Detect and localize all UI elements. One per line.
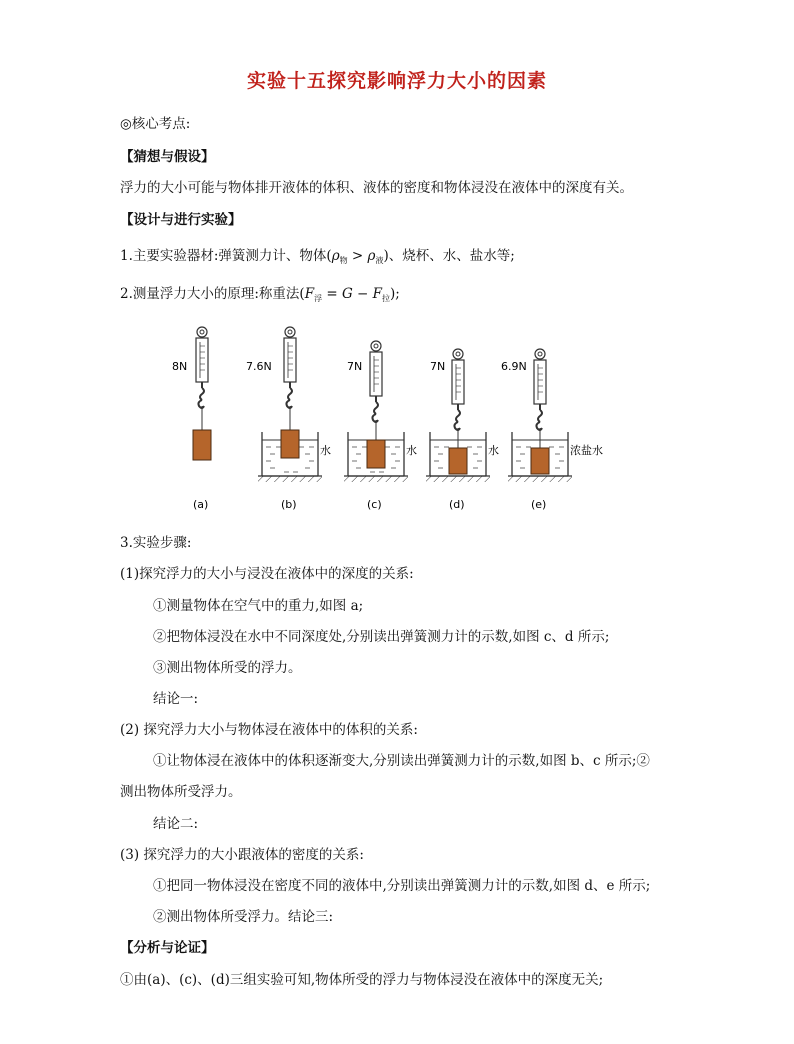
rho-liquid-subscript: 液 [375, 256, 384, 265]
section-design: 【设计与进行实验】 [120, 212, 242, 228]
principle-prefix: 2.测量浮力大小的原理:称重法( [120, 286, 305, 302]
document-title: 实验十五探究影响浮力大小的因素 [246, 70, 547, 92]
reading-b: 7.6N [246, 360, 272, 373]
f-tension-subscript: 拉 [382, 294, 391, 303]
block-b [281, 430, 299, 458]
label-b: (b) [281, 498, 297, 511]
liquid-b: 水 [320, 444, 331, 457]
step2-b: 测出物体所受浮力。 [120, 784, 242, 800]
setup-b [246, 327, 331, 511]
label-a: (a) [193, 498, 209, 511]
equipment-prefix: 1.主要实验器材:弹簧测力计、物体( [120, 248, 332, 264]
principle-suffix: ); [390, 286, 400, 302]
f-tension: F [372, 286, 383, 302]
conclusion-2: 结论二: [153, 816, 199, 832]
block-d [449, 448, 467, 474]
setup-a [172, 327, 211, 511]
greater-than: > [347, 248, 368, 264]
step1-b: ②把物体浸没在水中不同深度处,分别读出弹簧测力计的示数,如图 c、d 所示; [153, 629, 610, 645]
reading-a: 8N [172, 360, 188, 373]
analysis-1: ①由(a)、(c)、(d)三组实验可知,物体所受的浮力与物体浸没在液体中的深度无关; [120, 972, 604, 988]
block-c [367, 440, 385, 468]
label-c: (c) [367, 498, 382, 511]
step3-heading: (3) 探究浮力的大小跟液体的密度的关系: [120, 847, 364, 863]
label-e: (e) [531, 498, 547, 511]
section-analysis: 【分析与论证】 [120, 940, 215, 956]
reading-d: 7N [430, 360, 446, 373]
rho-object: ρ [331, 248, 340, 264]
step3-a: ①把同一物体浸没在密度不同的液体中,分别读出弹簧测力计的示数,如图 d、e 所示; [153, 878, 651, 894]
setup-d [426, 349, 499, 511]
reading-c: 7N [347, 360, 363, 373]
liquid-e: 浓盐水 [570, 444, 603, 457]
principle-line [120, 284, 400, 309]
rho-liquid: ρ [367, 248, 376, 264]
block-a [193, 430, 211, 460]
step2-heading: (2) 探究浮力大小与物体浸在液体中的体积的关系: [120, 722, 418, 738]
liquid-d: 水 [488, 444, 499, 457]
step1-heading: (1)探究浮力的大小与浸没在液体中的深度的关系: [120, 566, 414, 582]
liquid-c: 水 [406, 444, 417, 457]
steps-heading: 3.实验步骤: [120, 535, 192, 551]
step3-b: ②测出物体所受浮力。结论三: [153, 909, 334, 925]
step1-a: ①测量物体在空气中的重力,如图 a; [153, 598, 364, 614]
experiment-figure [160, 326, 630, 526]
formula-middle: = G − [322, 286, 373, 302]
setup-e [501, 349, 603, 511]
setup-c [344, 341, 417, 511]
core-points-heading: ◎核心考点: [120, 116, 191, 132]
step1-c: ③测出物体所受的浮力。 [153, 660, 302, 676]
section-hypothesis: 【猜想与假设】 [120, 149, 215, 165]
conclusion-1: 结论一: [153, 691, 199, 707]
f-buoyancy: F [304, 286, 315, 302]
equipment-suffix: )、烧杯、水、盐水等; [383, 248, 515, 264]
label-d: (d) [449, 498, 465, 511]
block-e [531, 448, 549, 474]
step2-a: ①让物体浸在液体中的体积逐渐变大,分别读出弹簧测力计的示数,如图 b、c 所示;② [153, 753, 650, 769]
hypothesis-text: 浮力的大小可能与物体排开液体的体积、液体的密度和物体浸没在液体中的深度有关。 [120, 180, 633, 196]
rho-object-subscript: 物 [339, 256, 348, 265]
f-buoyancy-subscript: 浮 [314, 294, 323, 303]
reading-e: 6.9N [501, 360, 527, 373]
equipment-line [120, 246, 515, 271]
